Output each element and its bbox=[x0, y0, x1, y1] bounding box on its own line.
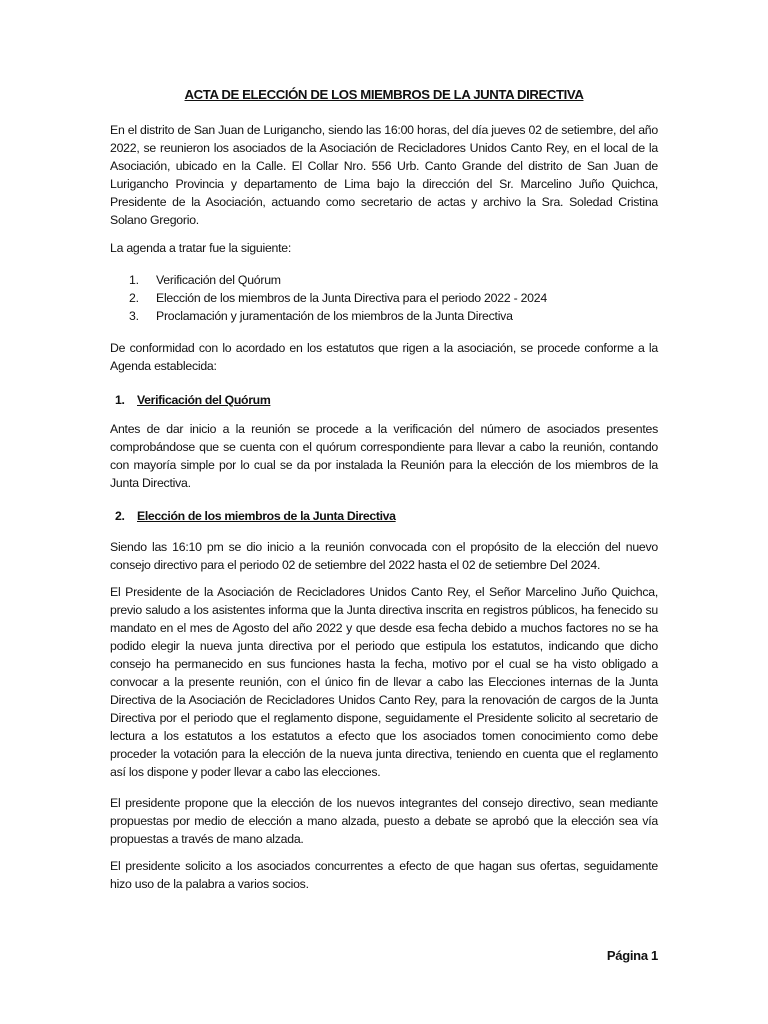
document-page bbox=[110, 0, 658, 1024]
section-title: Elección de los miembros de la Junta Directiva bbox=[137, 509, 396, 523]
agenda-item bbox=[129, 307, 547, 325]
conformity-paragraph: De conformidad con lo acordado en los estatutos que rigen a la asociación, se procede conforme a la Agenda establecida: bbox=[110, 341, 658, 373]
agenda-item-number: 3. bbox=[129, 309, 139, 323]
section-number: 2. bbox=[115, 509, 125, 523]
agenda-item-number: 1. bbox=[129, 273, 139, 287]
agenda-intro: La agenda a tratar fue la siguiente: bbox=[110, 241, 292, 255]
agenda-item bbox=[129, 271, 547, 289]
section-2-paragraph-2: El Presidente de la Asociación de Recicladores Unidos Canto Rey, el Señor Marcelino Juño Quichca, previo saludo a los asistentes informa que la Junta directiva inscrita en registros públicos, ha fenecido su mandato en el mes de Agosto del año 2022 y que desde esa fecha debido a muchos factores no se ha podido elegir la nueva junta directiva por el periodo que estipula los estatutos, indicando que dicho consejo ha permanecido en sus funciones hasta la fecha, motivo por el cual se ha visto obligado a convocar a la presente reunión, con el único fin de llevar a cabo las Elecciones internas de la Junta Directiva de la Asociación de Recicladores Unidos Canto Rey, para la renovación de cargos de la Junta Directiva por el periodo que el reglamento dispone, seguidamente el Presidente solicito al secretario de lectura a los estatutos a los estatutos a efecto que los asociados tomen conocimiento como debe proceder la votación para la elección de la nueva junta directiva, teniendo en cuenta que el reglamento así los dispone y poder llevar a cabo las elecciones. bbox=[110, 585, 658, 779]
section-1-heading bbox=[115, 393, 270, 407]
agenda-item-text: Verificación del Quórum bbox=[156, 273, 281, 287]
section-2-paragraph-1: Siendo las 16:10 pm se dio inicio a la reunión convocada con el propósito de la elección del nuevo consejo directivo para el periodo 02 de setiembre del 2022 hasta el 02 de setiembre Del 2024. bbox=[110, 540, 658, 572]
section-2-heading bbox=[115, 509, 396, 523]
section-2-paragraph-3: El presidente propone que la elección de los nuevos integrantes del consejo directivo, sean mediante propuestas por medio de elección a mano alzada, puesto a debate se aprobó que la elección sea vía propuestas a través de mano alzada. bbox=[110, 796, 658, 846]
intro-paragraph: En el distrito de San Juan de Lurigancho, siendo las 16:00 horas, del día jueves 02 de setiembre, del año 2022, se reunieron los asociados de la Asociación de Recicladores Unidos Canto Rey, en el local de la Asociación, ubicado en la Calle. El Collar Nro. 556 Urb. Canto Grande del distrito de San Juan de Lurigancho Provincia y departamento de Lima bajo la dirección del Sr. Marcelino Juño Quichca, Presidente de la Asociación, actuando como secretario de actas y archivo la Sra. Soledad Cristina Solano Gregorio. bbox=[110, 123, 658, 227]
section-number: 1. bbox=[115, 393, 125, 407]
section-title: Verificación del Quórum bbox=[137, 393, 271, 407]
agenda-list bbox=[129, 271, 547, 325]
agenda-item-text: Elección de los miembros de la Junta Directiva para el periodo 2022 - 2024 bbox=[156, 291, 547, 305]
section-1-paragraph: Antes de dar inicio a la reunión se procede a la verificación del número de asociados presentes comprobándose que se cuenta con el quórum correspondiente para llevar a cabo la reunión, contando con mayoría simple por lo cual se da por instalada la Reunión para la elección de los miembros de la Junta Directiva. bbox=[110, 422, 658, 490]
section-2-paragraph-4: El presidente solicito a los asociados concurrentes a efecto de que hagan sus ofertas, seguidamente hizo uso de la palabra a varios socios. bbox=[110, 859, 658, 891]
agenda-item-text: Proclamación y juramentación de los miembros de la Junta Directiva bbox=[156, 309, 513, 323]
agenda-item bbox=[129, 289, 547, 307]
page-number: Página 1 bbox=[606, 948, 658, 963]
agenda-item-number: 2. bbox=[129, 291, 139, 305]
document-title: ACTA DE ELECCIÓN DE LOS MIEMBROS DE LA JUNTA DIRECTIVA bbox=[184, 87, 584, 102]
